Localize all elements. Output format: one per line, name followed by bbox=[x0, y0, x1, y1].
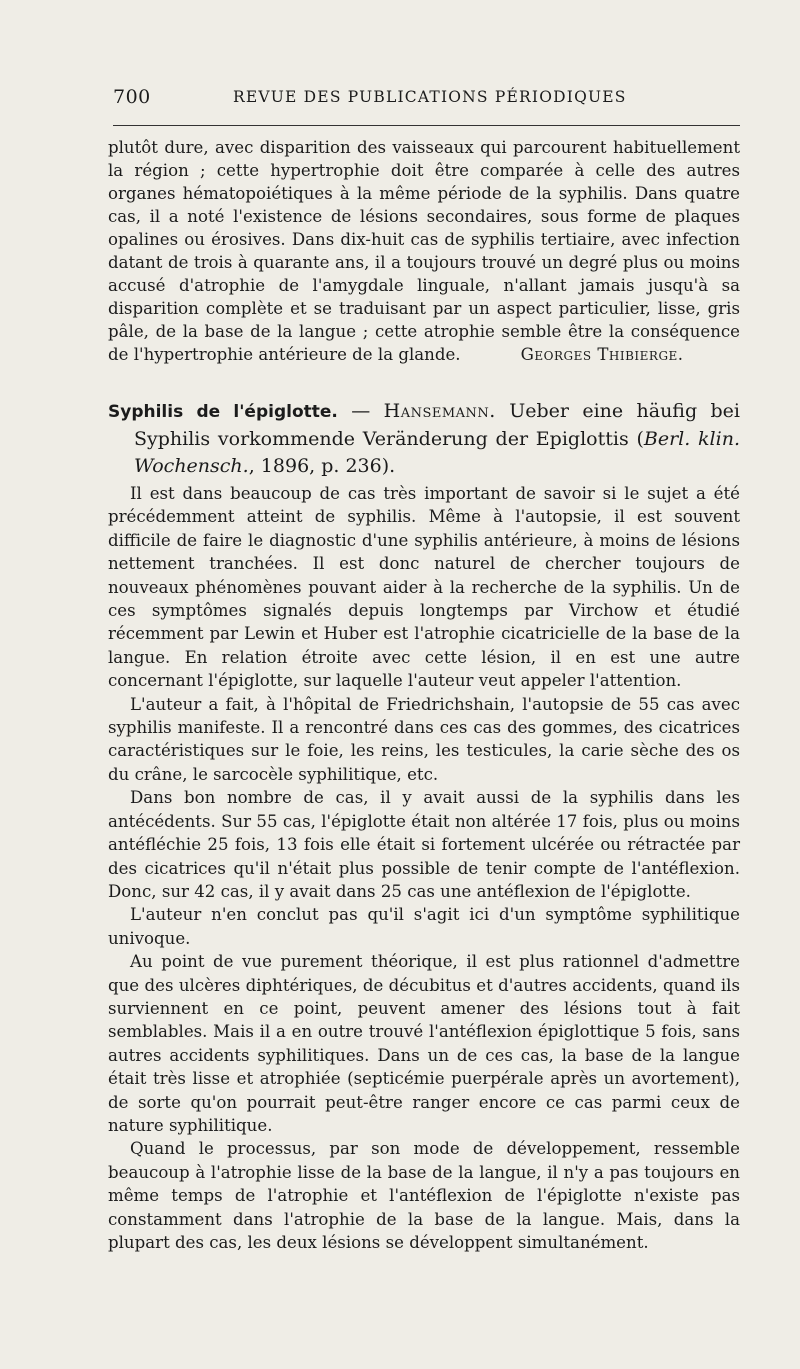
journal-title: REVUE DES PUBLICATIONS PÉRIODIQUES bbox=[233, 88, 627, 106]
german-title: Ueber eine häufig bei Syphilis vorkommende Veränderung der Epiglottis ( bbox=[134, 400, 740, 450]
author-signature: Georges Thibierge. bbox=[520, 345, 684, 364]
article-author: Hansemann. bbox=[383, 400, 496, 422]
paragraph-6: Quand le processus, par son mode de développement, ressemble beaucoup à l'atrophie lisse de la base de la langue, il n'y a pas toujours en même temps de l'atrophie et l'antéflexion de l'épiglotte n'existe pas constamment dans l'atrophie de la base de la langue. Mais, dans la plupart des cas, les deux lésions se développent simultanément. bbox=[108, 1139, 740, 1252]
previous-article-paragraph: plutôt dure, avec disparition des vaisseaux qui parcourent habituellement la région ; cette hypertrophie doit être comparée à celle des autres organes hématopoiétiques à la même période de la syphilis. Dans quatre cas, il a noté l'existence de lésions secondaires, sous forme de plaques opalines ou érosives. Dans dix-huit cas de syphilis tertiaire, avec infection datant de trois à quarante ans, il a toujours trouvé un degré plus ou moins accusé d'atrophie de l'amygdale linguale, n'allant jamais jusqu'à sa disparition complète et se traduisant par un aspect particulier, lisse, gris pâle, de la base de la langue ; cette atrophie semble être la conséquence de l'hypertrophie antérieure de la glande. Georges Thibierge. bbox=[108, 138, 740, 364]
paragraph-1: Il est dans beaucoup de cas très important de savoir si le sujet a été précédemment atteint de syphilis. Même à l'autopsie, il est souvent difficile de faire le diagnostic d'une syphilis antérieure, à moins de lésions nettement tranchées. Il est donc naturel de chercher toujours de nouveaux phénomènes pouvant aider à la recherche de la syphilis. Un de ces symptômes signalés depuis longtemps par Virchow et étudié récemment par Lewin et Huber est l'atrophie cicatricielle de la base de la langue. En relation étroite avec cette lésion, il en est une autre concernant l'épiglotte, sur laquelle l'auteur veut appeler l'attention. bbox=[108, 484, 740, 691]
paragraph-3: Dans bon nombre de cas, il y avait aussi de la syphilis dans les antécédents. Sur 55 cas, l'épiglotte était non altérée 17 fois, plus ou moins antéfléchie 25 fois, 13 fois elle était si fortement ulcérée ou rétractée par des cicatrices qu'il n'était plus possible de tenir compte de l'antéflexion. Donc, sur 42 cas, il y avait dans 25 cas une antéflexion de l'épiglotte. bbox=[108, 788, 740, 901]
title-dash: — bbox=[337, 400, 384, 422]
header-rule bbox=[113, 125, 740, 126]
page-number: 700 bbox=[113, 86, 151, 108]
article-heading bbox=[108, 398, 740, 480]
paragraph-5: Au point de vue purement théorique, il est plus rationnel d'admettre que des ulcères diphtériques, de décubitus et d'autres accidents, quand ils surviennent en ce point, peuvent amener des lésions tout à fait semblables. Mais il a en outre trouvé l'antéflexion épiglottique 5 fois, sans autres accidents syphilitiques. Dans un de ces cas, la base de la langue était très lisse et atrophiée (septicémie puerpérale après un avortement), de sorte qu'on pourrait peut-être ranger encore ce cas parmi ceux de nature syphilitique. bbox=[108, 952, 740, 1135]
paragraph-4: L'auteur n'en conclut pas qu'il s'agit ici d'un symptôme syphilitique univoque. bbox=[108, 905, 740, 948]
article-body bbox=[108, 482, 740, 1254]
previous-article-continuation bbox=[108, 136, 740, 366]
citation-details: , 1896, p. 236). bbox=[248, 455, 396, 477]
paragraph-2: L'auteur a fait, à l'hôpital de Friedrichshain, l'autopsie de 55 cas avec syphilis manifeste. Il a rencontré dans ces cas des gommes, des cicatrices caractéristiques sur le foie, les reins, les testicules, la carie sèche des os du crâne, le sarcocèle syphilitique, etc. bbox=[108, 694, 740, 784]
journal-reference: Berl. klin. Wochensch. bbox=[134, 428, 740, 477]
running-head bbox=[113, 86, 740, 112]
article-title: Syphilis de l'épiglotte. bbox=[108, 402, 338, 422]
